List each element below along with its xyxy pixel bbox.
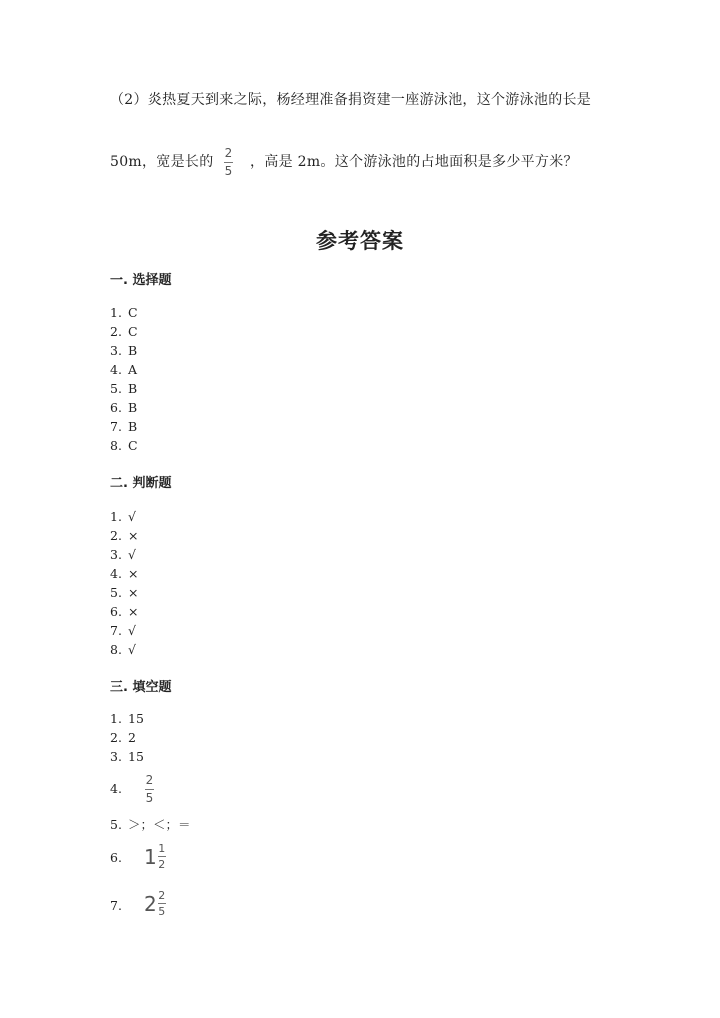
fill-answer-list xyxy=(110,709,144,766)
list-item: 5. × xyxy=(110,585,139,600)
fill-item-5: 5. ＞；＜；＝ xyxy=(110,817,191,832)
fraction-numerator: 2 xyxy=(145,773,154,787)
list-item: 7. √ xyxy=(110,623,136,638)
list-item: 4. × xyxy=(110,566,139,581)
fill-item-4-number: 4. xyxy=(110,781,122,796)
section-heading-choice: 一. 选择题 xyxy=(110,273,172,288)
list-item: 1. √ xyxy=(110,509,136,524)
fill-item-7-number: 7. xyxy=(110,898,122,913)
question-line-2-end: ，高是 2m。这个游泳池的占地面积是多少平方米？ xyxy=(250,154,578,170)
fraction-denominator: 5 xyxy=(145,791,154,805)
list-item: 4. A xyxy=(110,362,138,377)
list-item: 6. B xyxy=(110,400,138,415)
question-line-1: （2）炎热夏天到来之际，杨经理准备捐资建一座游泳池，这个游泳池的长是 xyxy=(110,92,592,108)
list-item: 2. × xyxy=(110,528,139,543)
list-item: 1. C xyxy=(110,305,138,320)
section-heading-judgement: 二. 判断题 xyxy=(110,476,172,491)
fill-item-6-number: 6. xyxy=(110,850,122,865)
mixed-whole: 2 xyxy=(144,891,157,916)
fraction-numerator: 1 xyxy=(158,842,166,855)
list-item: 3. √ xyxy=(110,547,136,562)
list-item: 3. 15 xyxy=(110,749,144,764)
fraction-numerator: 2 xyxy=(158,889,166,902)
list-item: 5. B xyxy=(110,381,138,396)
mixed-fraction xyxy=(158,842,166,871)
section-heading-fill-blank: 三. 填空题 xyxy=(110,680,172,695)
fill-item-7-mixed-number xyxy=(144,889,166,918)
fraction-denominator: 2 xyxy=(158,858,166,871)
fraction-bar xyxy=(158,903,166,904)
list-item: 7. B xyxy=(110,419,138,434)
list-item: 1. 15 xyxy=(110,711,144,726)
mixed-fraction xyxy=(158,889,166,918)
list-item: 8. √ xyxy=(110,642,136,657)
fraction-numerator: 2 xyxy=(224,146,233,160)
list-item: 2. 2 xyxy=(110,730,136,745)
list-item: 3. B xyxy=(110,343,138,358)
fraction-bar xyxy=(145,789,154,790)
choice-answer-list xyxy=(110,303,138,455)
question-fraction xyxy=(224,146,233,179)
fill-item-6-mixed-number xyxy=(144,842,166,871)
fraction-denominator: 5 xyxy=(158,905,166,918)
mixed-whole: 1 xyxy=(144,844,157,869)
fill-item-4-fraction xyxy=(145,773,154,806)
answer-title: 参考答案 xyxy=(316,229,404,253)
list-item: 6. × xyxy=(110,604,139,619)
fraction-denominator: 5 xyxy=(224,164,233,178)
judgement-answer-list xyxy=(110,507,138,659)
fraction-bar xyxy=(158,856,166,857)
list-item: 2. C xyxy=(110,324,138,339)
question-line-2-start: 50m，宽是长的 xyxy=(110,154,214,170)
list-item: 8. C xyxy=(110,438,138,453)
fraction-bar xyxy=(224,162,233,163)
